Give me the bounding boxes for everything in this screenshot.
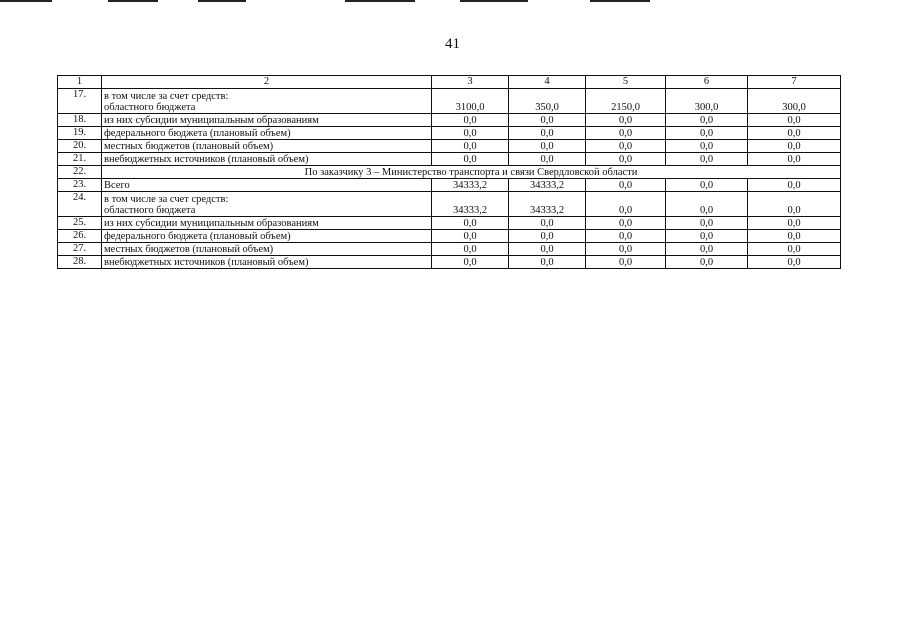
row-number: 21. — [58, 153, 102, 166]
row-label-line: внебюджетных источников (плановый объем) — [104, 154, 309, 165]
row-number: 27. — [58, 243, 102, 256]
value-cell: 0,0 — [509, 114, 586, 127]
value-cell: 0,0 — [666, 230, 748, 243]
row-number: 18. — [58, 114, 102, 127]
value-cell: 34333,2 — [509, 179, 586, 192]
value-cell: 0,0 — [666, 179, 748, 192]
budget-table — [57, 75, 841, 269]
top-rule-1 — [0, 0, 52, 2]
value-cell: 0,0 — [509, 243, 586, 256]
value-cell: 0,0 — [666, 114, 748, 127]
row-number: 19. — [58, 127, 102, 140]
value-cell: 34333,2 — [432, 192, 509, 217]
table-row — [58, 89, 841, 114]
top-rule-3 — [198, 0, 246, 2]
header-cell: 6 — [666, 76, 748, 89]
value-cell: 0,0 — [509, 256, 586, 269]
value-cell: 0,0 — [586, 217, 666, 230]
row-label — [102, 243, 432, 256]
table-row — [58, 243, 841, 256]
table-row — [58, 140, 841, 153]
row-label — [102, 114, 432, 127]
value-cell: 0,0 — [748, 153, 841, 166]
value-cell: 0,0 — [586, 153, 666, 166]
value-cell: 0,0 — [586, 256, 666, 269]
value-cell: 0,0 — [509, 127, 586, 140]
section-title: По заказчику 3 – Министерство транспорта и связи Свердловской области — [102, 166, 841, 179]
value-cell: 0,0 — [432, 230, 509, 243]
value-cell: 0,0 — [509, 153, 586, 166]
row-number: 20. — [58, 140, 102, 153]
value-cell: 0,0 — [666, 243, 748, 256]
value-cell: 0,0 — [748, 256, 841, 269]
table-row — [58, 153, 841, 166]
value-cell: 0,0 — [666, 256, 748, 269]
row-number: 22. — [58, 166, 102, 179]
row-number: 23. — [58, 179, 102, 192]
value-cell: 0,0 — [432, 114, 509, 127]
row-label — [102, 217, 432, 230]
row-label — [102, 192, 432, 217]
table-row — [58, 127, 841, 140]
table-row — [58, 192, 841, 217]
value-cell: 0,0 — [666, 127, 748, 140]
table-row — [58, 256, 841, 269]
row-label-line: из них субсидии муниципальным образованиям — [104, 218, 319, 229]
value-cell: 34333,2 — [509, 192, 586, 217]
row-label — [102, 153, 432, 166]
value-cell: 0,0 — [748, 179, 841, 192]
row-label — [102, 127, 432, 140]
row-label-line: местных бюджетов (плановый объем) — [104, 141, 274, 152]
header-cell: 4 — [509, 76, 586, 89]
table-body — [58, 76, 841, 269]
row-label-line: федерального бюджета (плановый объем) — [104, 128, 291, 139]
row-number: 25. — [58, 217, 102, 230]
value-cell: 0,0 — [748, 140, 841, 153]
table-row — [58, 179, 841, 192]
header-cell: 7 — [748, 76, 841, 89]
value-cell: 0,0 — [666, 153, 748, 166]
row-number: 17. — [58, 89, 102, 114]
value-cell: 0,0 — [748, 114, 841, 127]
row-label — [102, 230, 432, 243]
row-label — [102, 140, 432, 153]
value-cell: 0,0 — [586, 127, 666, 140]
row-label-line: внебюджетных источников (плановый объем) — [104, 257, 309, 268]
section-row — [58, 166, 841, 179]
value-cell: 0,0 — [586, 140, 666, 153]
row-label-line: в том числе за счет средств: — [104, 194, 229, 205]
row-label — [102, 256, 432, 269]
header-cell: 5 — [586, 76, 666, 89]
header-cell: 1 — [58, 76, 102, 89]
top-rule-5 — [460, 0, 528, 2]
value-cell: 300,0 — [748, 89, 841, 114]
value-cell: 0,0 — [748, 192, 841, 217]
table-row — [58, 230, 841, 243]
row-label — [102, 89, 432, 114]
value-cell: 0,0 — [432, 153, 509, 166]
header-cell: 2 — [102, 76, 432, 89]
value-cell: 350,0 — [509, 89, 586, 114]
value-cell: 0,0 — [666, 217, 748, 230]
table-header-row — [58, 76, 841, 89]
value-cell: 0,0 — [748, 127, 841, 140]
row-label-line: федерального бюджета (плановый объем) — [104, 231, 291, 242]
value-cell: 0,0 — [509, 140, 586, 153]
row-label-line: областного бюджета — [104, 205, 196, 216]
value-cell: 0,0 — [432, 243, 509, 256]
row-number: 24. — [58, 192, 102, 217]
row-label-line: из них субсидии муниципальным образованиям — [104, 115, 319, 126]
top-rule-2 — [108, 0, 158, 2]
value-cell: 0,0 — [586, 114, 666, 127]
value-cell: 0,0 — [748, 243, 841, 256]
value-cell: 0,0 — [586, 192, 666, 217]
value-cell: 0,0 — [666, 192, 748, 217]
page-number: 41 — [445, 36, 460, 52]
row-label — [102, 179, 432, 192]
value-cell: 0,0 — [748, 230, 841, 243]
value-cell: 300,0 — [666, 89, 748, 114]
row-number: 28. — [58, 256, 102, 269]
value-cell: 0,0 — [748, 217, 841, 230]
value-cell: 0,0 — [432, 140, 509, 153]
table-row — [58, 217, 841, 230]
header-cell: 3 — [432, 76, 509, 89]
value-cell: 0,0 — [586, 230, 666, 243]
table-row — [58, 114, 841, 127]
value-cell: 0,0 — [432, 127, 509, 140]
value-cell: 0,0 — [586, 179, 666, 192]
value-cell: 0,0 — [509, 217, 586, 230]
value-cell: 0,0 — [509, 230, 586, 243]
row-number: 26. — [58, 230, 102, 243]
value-cell: 0,0 — [432, 256, 509, 269]
value-cell: 0,0 — [586, 243, 666, 256]
row-label-line: областного бюджета — [104, 102, 196, 113]
value-cell: 0,0 — [432, 217, 509, 230]
value-cell: 34333,2 — [432, 179, 509, 192]
row-label-line: местных бюджетов (плановый объем) — [104, 244, 274, 255]
top-rule-6 — [590, 0, 650, 2]
top-rule-4 — [345, 0, 415, 2]
value-cell: 3100,0 — [432, 89, 509, 114]
row-label-line: Всего — [104, 180, 130, 191]
row-label-line: в том числе за счет средств: — [104, 91, 229, 102]
value-cell: 2150,0 — [586, 89, 666, 114]
value-cell: 0,0 — [666, 140, 748, 153]
